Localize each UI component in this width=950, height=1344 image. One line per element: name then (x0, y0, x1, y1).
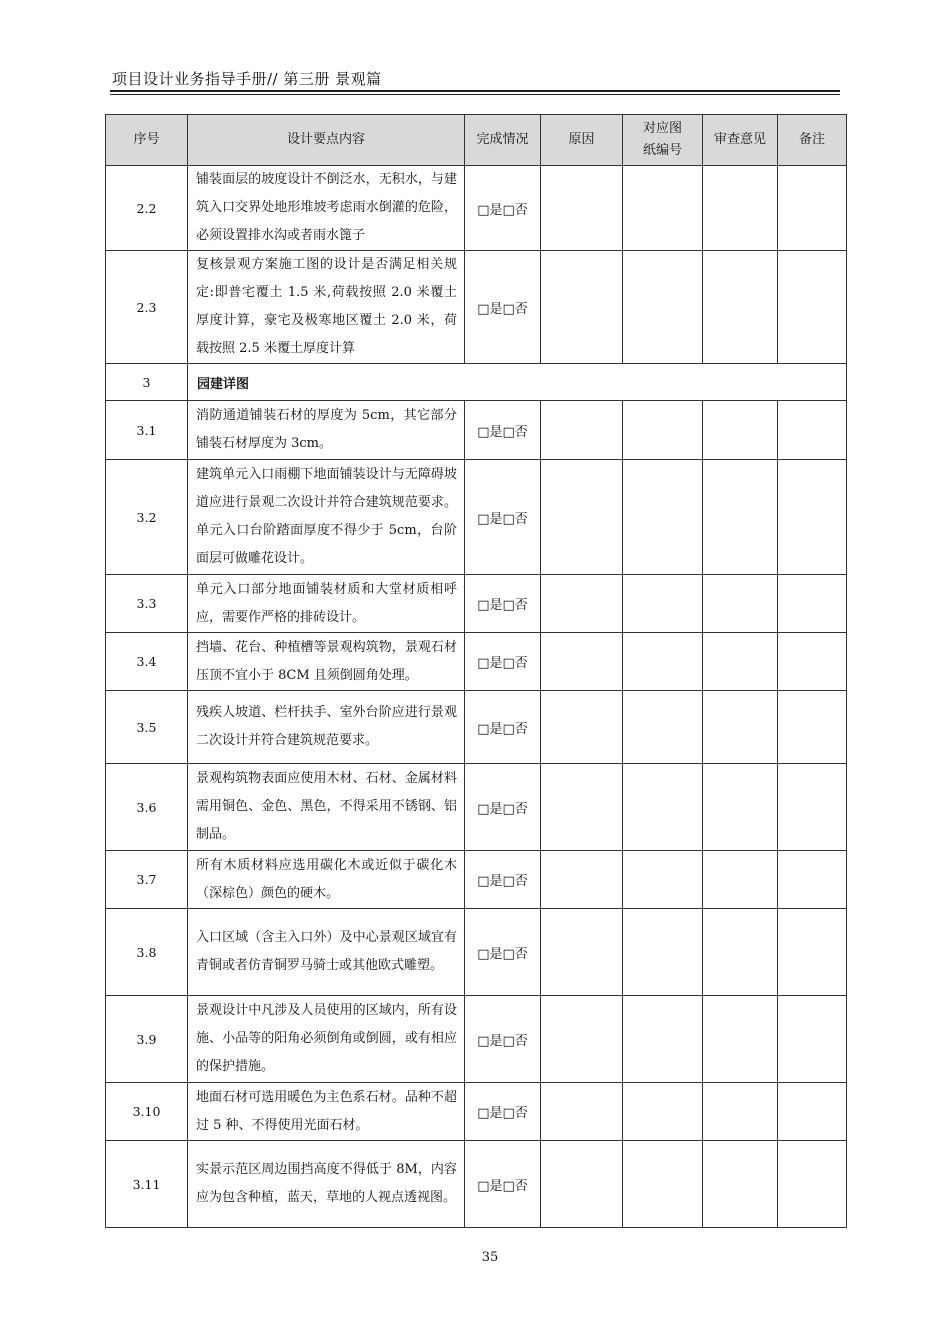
item-number: 3.6 (106, 764, 188, 851)
item-content: 残疾人坡道、栏杆扶手、室外台阶应进行景观二次设计并符合建筑规范要求。 (188, 691, 465, 764)
table-row (106, 460, 847, 575)
item-number: 3.10 (106, 1083, 188, 1141)
item-number: 3.1 (106, 401, 188, 460)
item-number: 3.3 (106, 575, 188, 633)
item-content: 复核景观方案施工图的设计是否满足相关规定:即普宅覆土 1.5 米,荷载按照 2.0 米覆土厚度计算，豪宅及极寒地区覆土 2.0 米，荷载按照 2.5 米覆土厚度计算 (188, 251, 465, 364)
reason-cell[interactable] (541, 909, 623, 996)
drawing-number-cell[interactable] (623, 1141, 703, 1228)
item-content: 单元入口部分地面铺装材质和大堂材质相呼应，需要作严格的排砖设计。 (188, 575, 465, 633)
item-number: 3.2 (106, 460, 188, 575)
item-content: 建筑单元入口雨棚下地面铺装设计与无障碍坡道应进行景观二次设计并符合建筑规范要求。单元入口台阶踏面厚度不得少于 5cm，台阶面层可做雕花设计。 (188, 460, 465, 575)
col-header-number: 序号 (106, 115, 188, 166)
drawing-number-cell[interactable] (623, 251, 703, 364)
completion-checkbox[interactable]: □是□否 (465, 996, 541, 1083)
reason-cell[interactable] (541, 691, 623, 764)
table-row (106, 633, 847, 691)
col-header-review: 审查意见 (703, 115, 778, 166)
item-content: 实景示范区周边围挡高度不得低于 8M，内容应为包含种植，蓝天，草地的人视点透视图。 (188, 1141, 465, 1228)
drawing-number-cell[interactable] (623, 401, 703, 460)
item-number: 2.3 (106, 251, 188, 364)
drawing-number-cell[interactable] (623, 996, 703, 1083)
table-row (106, 401, 847, 460)
review-opinion-cell[interactable] (703, 460, 778, 575)
remarks-cell[interactable] (778, 764, 847, 851)
remarks-cell[interactable] (778, 460, 847, 575)
item-number: 3.7 (106, 851, 188, 909)
review-opinion-cell[interactable] (703, 1141, 778, 1228)
reason-cell[interactable] (541, 1083, 623, 1141)
remarks-cell[interactable] (778, 1083, 847, 1141)
completion-checkbox[interactable]: □是□否 (465, 251, 541, 364)
header-rule-thin (110, 94, 840, 95)
item-number: 3.4 (106, 633, 188, 691)
reason-cell[interactable] (541, 460, 623, 575)
completion-checkbox[interactable]: □是□否 (465, 691, 541, 764)
review-opinion-cell[interactable] (703, 996, 778, 1083)
review-opinion-cell[interactable] (703, 401, 778, 460)
review-opinion-cell[interactable] (703, 1083, 778, 1141)
reason-cell[interactable] (541, 575, 623, 633)
drawing-number-cell[interactable] (623, 691, 703, 764)
table-row (106, 764, 847, 851)
item-number: 3.8 (106, 909, 188, 996)
drawing-number-cell[interactable] (623, 909, 703, 996)
review-opinion-cell[interactable] (703, 851, 778, 909)
item-content: 所有木质材料应选用碳化木或近似于碳化木（深棕色）颜色的硬木。 (188, 851, 465, 909)
table-row (106, 251, 847, 364)
table-row (106, 851, 847, 909)
col-header-content: 设计要点内容 (188, 115, 465, 166)
table-body (106, 166, 847, 1228)
section-row (106, 364, 847, 401)
review-opinion-cell[interactable] (703, 251, 778, 364)
reason-cell[interactable] (541, 1141, 623, 1228)
review-opinion-cell[interactable] (703, 575, 778, 633)
table-row (106, 1083, 847, 1141)
remarks-cell[interactable] (778, 166, 847, 251)
table-header-row (106, 115, 847, 166)
item-content: 景观构筑物表面应使用木材、石材、金属材料需用铜色、金色、黑色，不得采用不锈钢、铝制品。 (188, 764, 465, 851)
drawing-number-cell[interactable] (623, 764, 703, 851)
reason-cell[interactable] (541, 251, 623, 364)
completion-checkbox[interactable]: □是□否 (465, 401, 541, 460)
reason-cell[interactable] (541, 166, 623, 251)
review-opinion-cell[interactable] (703, 166, 778, 251)
table-row (106, 996, 847, 1083)
reason-cell[interactable] (541, 764, 623, 851)
drawing-number-cell[interactable] (623, 633, 703, 691)
completion-checkbox[interactable]: □是□否 (465, 1141, 541, 1228)
table-row (106, 166, 847, 251)
review-opinion-cell[interactable] (703, 633, 778, 691)
completion-checkbox[interactable]: □是□否 (465, 633, 541, 691)
reason-cell[interactable] (541, 633, 623, 691)
header-rule-thick (110, 90, 840, 92)
remarks-cell[interactable] (778, 851, 847, 909)
item-number: 3.11 (106, 1141, 188, 1228)
completion-checkbox[interactable]: □是□否 (465, 575, 541, 633)
col-header-remarks: 备注 (778, 115, 847, 166)
section-title: 园建详图 (188, 364, 847, 401)
item-content: 挡墙、花台、种植槽等景观构筑物，景观石材压顶不宜小于 8CM 且须倒圆角处理。 (188, 633, 465, 691)
reason-cell[interactable] (541, 996, 623, 1083)
drawing-number-cell[interactable] (623, 575, 703, 633)
table-row (106, 691, 847, 764)
remarks-cell[interactable] (778, 909, 847, 996)
checklist-table (105, 114, 847, 1228)
item-content: 景观设计中凡涉及人员使用的区域内，所有设施、小品等的阳角必须倒角或倒圆，或有相应的保护措施。 (188, 996, 465, 1083)
review-opinion-cell[interactable] (703, 909, 778, 996)
remarks-cell[interactable] (778, 401, 847, 460)
page-header-title: 项目设计业务指导手册// 第三册 景观篇 (112, 70, 382, 88)
reason-cell[interactable] (541, 401, 623, 460)
item-content: 入口区域（含主入口外）及中心景观区域宜有青铜或者仿青铜罗马骑士或其他欧式雕塑。 (188, 909, 465, 996)
remarks-cell[interactable] (778, 1141, 847, 1228)
remarks-cell[interactable] (778, 996, 847, 1083)
reason-cell[interactable] (541, 851, 623, 909)
completion-checkbox[interactable]: □是□否 (465, 851, 541, 909)
completion-checkbox[interactable]: □是□否 (465, 764, 541, 851)
completion-checkbox[interactable]: □是□否 (465, 1083, 541, 1141)
col-header-reason: 原因 (541, 115, 623, 166)
col-header-drawing-no (623, 115, 703, 166)
col-header-status: 完成情况 (465, 115, 541, 166)
completion-checkbox[interactable]: □是□否 (465, 460, 541, 575)
section-number: 3 (106, 364, 188, 401)
table-row (106, 909, 847, 996)
completion-checkbox[interactable]: □是□否 (465, 909, 541, 996)
drawing-number-cell[interactable] (623, 1083, 703, 1141)
review-opinion-cell[interactable] (703, 691, 778, 764)
completion-checkbox[interactable]: □是□否 (465, 166, 541, 251)
item-content: 铺装面层的坡度设计不倒泛水，无积水，与建筑入口交界处地形堆坡考虑雨水倒灌的危险，必须设置排水沟或者雨水篦子 (188, 166, 465, 251)
table-row (106, 575, 847, 633)
drawing-number-cell[interactable] (623, 166, 703, 251)
item-number: 2.2 (106, 166, 188, 251)
item-content: 消防通道铺装石材的厚度为 5cm，其它部分铺装石材厚度为 3cm。 (188, 401, 465, 460)
drawing-number-cell[interactable] (623, 851, 703, 909)
remarks-cell[interactable] (778, 633, 847, 691)
remarks-cell[interactable] (778, 691, 847, 764)
review-opinion-cell[interactable] (703, 764, 778, 851)
remarks-cell[interactable] (778, 251, 847, 364)
item-number: 3.9 (106, 996, 188, 1083)
table-row (106, 1141, 847, 1228)
col-header-drawing-no-text: 对应图纸编号 (643, 121, 683, 158)
page-number: 35 (481, 1250, 499, 1265)
item-number: 3.5 (106, 691, 188, 764)
item-content: 地面石材可选用暖色为主色系石材。品种不超过 5 种、不得使用光面石材。 (188, 1083, 465, 1141)
drawing-number-cell[interactable] (623, 460, 703, 575)
remarks-cell[interactable] (778, 575, 847, 633)
